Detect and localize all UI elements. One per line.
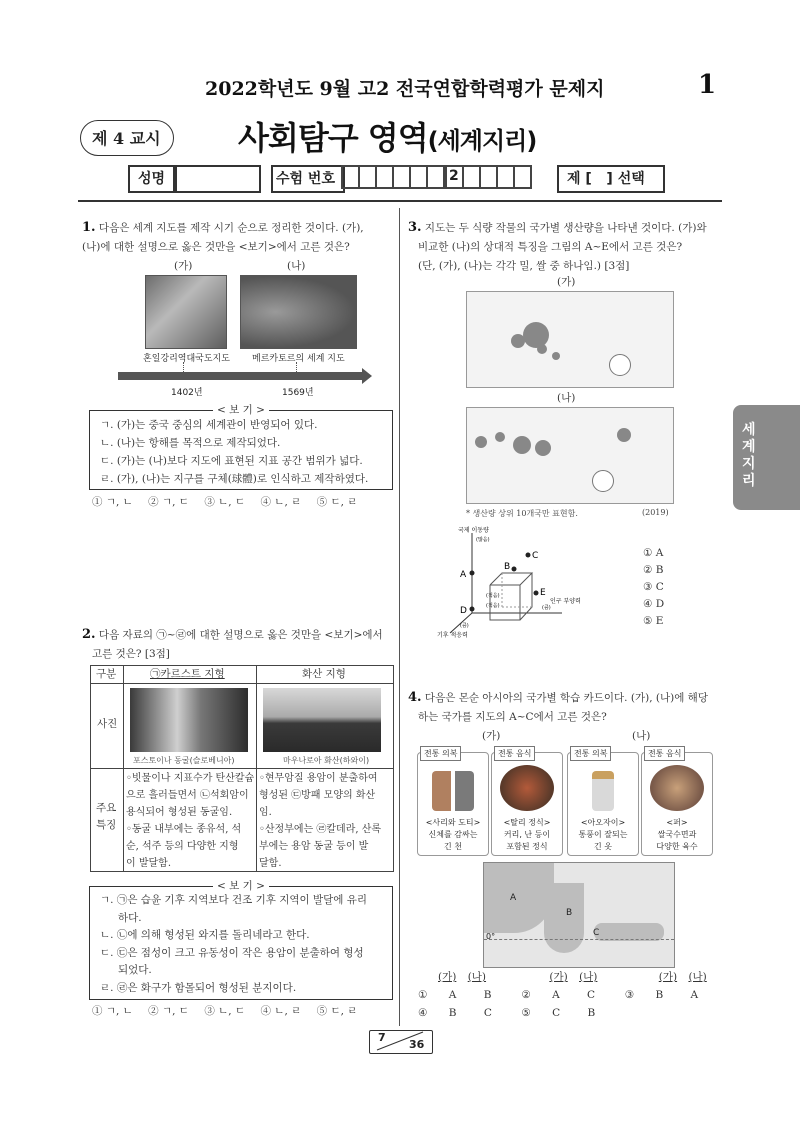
q4-card [491, 752, 563, 856]
q2-row-feature [96, 800, 116, 834]
q3-point-label: A [460, 570, 467, 580]
q4-answer-a: B [655, 989, 664, 1001]
q2-feature-line: 용식되어 형성된 동굴임. [126, 807, 233, 818]
q3-line2: 비교한 (나)의 상대적 특징을 그림의 A~E에서 고른 것은? [418, 241, 683, 253]
q4-head-na: (나) [467, 971, 487, 983]
q2-choice[interactable]: ④ ㄴ, ㄹ [260, 1005, 302, 1017]
q4-card-caption [568, 817, 638, 853]
q4-head-ga: (가) [438, 971, 457, 983]
q3-point-a [470, 571, 475, 576]
q3-map-na-bubble [617, 428, 631, 442]
q2-choice[interactable]: ① ㄱ, ㄴ [92, 1005, 133, 1017]
q2-bogi-list [100, 892, 367, 997]
name-label: 성명 [138, 171, 166, 187]
q1-map-ga-caption: 혼일강리역대국도지도 [143, 354, 230, 364]
subject-sub: (세계지리) [427, 127, 537, 155]
q4-answer-num: ③ [624, 989, 635, 1001]
q4-map-label: B [566, 908, 573, 918]
exam-no-label: 수험 번호 [276, 171, 335, 187]
q1-choice[interactable]: ④ ㄴ, ㄹ [260, 496, 302, 508]
q3-year: (2019) [642, 508, 669, 517]
q3-number: 3. [408, 220, 422, 235]
q1-bogi-item: ㄴ. (나)는 항해를 목적으로 제작되었다. [100, 437, 281, 449]
q4-answer-a: A [448, 989, 457, 1001]
q3-note: * 생산량 상위 10개국만 표현함. [466, 509, 578, 518]
q3-map-ga-legend [609, 354, 631, 376]
q4-head-ga: (가) [658, 971, 678, 983]
q1-choice[interactable]: ⑤ ㄷ, ㄹ [316, 496, 358, 508]
q3-map-ga-bubble [537, 344, 547, 354]
q2-feature-line: 부에는 용암 동굴 등이 발 [259, 841, 369, 852]
q4-map-lat: 0° [486, 932, 496, 941]
q2-row-feature-1: 주요 [96, 802, 117, 814]
q3-point-label: C [532, 551, 539, 561]
q4-card-caption-line: 다양한 육수 [656, 842, 698, 851]
q4-answer-num: ② [521, 989, 531, 1001]
q4-answer-b: A [690, 989, 699, 1001]
q3-axis-low: (적음) [486, 603, 500, 609]
q3-point-label: D [460, 606, 467, 616]
q4-asia-map [483, 862, 675, 968]
q2-table-hline2 [90, 768, 394, 769]
q4-answer-row [418, 986, 725, 1005]
q1-timeline-arrow [362, 368, 372, 384]
q3-choice[interactable]: ⑤ E [643, 615, 664, 627]
q4-answer-a: B [448, 1007, 457, 1019]
q1-map-ga-image [145, 275, 227, 349]
q4-head-ga: (가) [549, 971, 568, 983]
q4-answer-num: ① [418, 989, 428, 1001]
q2-volcano-photo [263, 688, 381, 752]
q2-bogi-item: ㄱ. ㉠은 습윤 기후 지역보다 건조 기후 지역이 발달에 유리 [100, 894, 368, 906]
q3-map-na-bubble [475, 436, 487, 448]
q3-map-na-bubble [495, 432, 505, 442]
q2-feature-line: 형성된 ㉢방패 모양의 화산 [259, 790, 376, 801]
q4-card-figure [650, 765, 704, 811]
q2-cave-photo [130, 688, 248, 752]
q3-line3: (단, (가), (나)는 각각 밀, 쌀 중 하나임.) [3점] [418, 260, 630, 272]
q2-bogi-item: ㄷ. ㉢은 점성이 크고 유동성이 작은 용암이 분출하여 형성 [100, 946, 364, 959]
q2-bogi-item: 되었다. [118, 964, 152, 976]
q3-cube-top [490, 573, 532, 585]
q3-axis-low: (적음) [486, 593, 500, 599]
q4-card-caption-line: <아오자이> [580, 818, 626, 827]
q3-axis-y-label: 국제 이동량 [458, 527, 489, 534]
q4-card [567, 752, 639, 856]
q2-karst-features [126, 770, 254, 872]
q2-feature-line: ◦빗물이나 지표수가 탄산칼슘 [126, 773, 255, 784]
q2-bogi-title: < 보 기 > [213, 877, 269, 896]
q4-answer-choice[interactable] [418, 1004, 518, 1023]
q4-card-caption-line: <퍼> [666, 818, 688, 827]
q4-answer-b: B [587, 1007, 596, 1019]
q4-card-figure [500, 765, 554, 811]
q1-tick-1569 [296, 362, 297, 374]
q2-feature-line: 순, 석주 등의 다양한 지형 [126, 841, 239, 852]
q2-feature-line: ◦동굴 내부에는 종유석, 석 [126, 824, 242, 835]
q1-timeline [118, 372, 364, 380]
q2-feature-line: 임. [259, 807, 272, 818]
q3-label-na: (나) [557, 392, 576, 404]
q4-line2: 하는 국가를 지도의 A~C에서 고른 것은? [418, 711, 607, 723]
q3-point-label: B [504, 562, 511, 572]
q3-map-na-bubble [513, 436, 531, 454]
q1-line2: (나)에 대한 설명으로 옳은 것만을 <보기>에서 고른 것은? [82, 241, 350, 253]
q4-card [417, 752, 489, 856]
page-number: 1 [698, 70, 717, 100]
q1-choices [92, 493, 369, 512]
side-tab-label: 세계지리 [742, 422, 756, 489]
q2-choice[interactable]: ② ㄱ, ㄷ [148, 1005, 189, 1017]
q3-map-ga-bubble [552, 352, 560, 360]
q4-answer-b: B [483, 989, 492, 1001]
q4-answer-choice[interactable] [625, 986, 725, 1005]
q4-answer-num: ⑤ [521, 1007, 531, 1019]
q3-map-na [466, 407, 674, 504]
q4-map-equator [484, 939, 674, 940]
q1-choice[interactable]: ③ ㄴ, ㄷ [204, 496, 246, 508]
q1-text [82, 218, 392, 257]
q3-choice[interactable]: ③ C [643, 581, 664, 593]
q4-map-label: A [510, 893, 517, 903]
q3-point-d [470, 607, 475, 612]
q3-cube-diagram [432, 525, 602, 640]
q4-card-caption-line: 통풍이 잘되는 [578, 830, 628, 839]
q3-map-na-bubble [535, 440, 551, 456]
q2-col2-head: 화산 지형 [302, 668, 346, 680]
q2-row-photo: 사진 [97, 718, 118, 730]
q3-point-b [512, 567, 517, 572]
q2-choice[interactable]: ③ ㄴ, ㄷ [204, 1005, 246, 1017]
q2-bogi-item: ㄴ. ㉡에 의해 형성된 와지를 돌리네라고 한다. [100, 929, 310, 941]
q2-feature-line: 이 발달함. [126, 858, 171, 869]
q4-card-figure [432, 771, 474, 811]
q4-card-tag: 전통 의복 [570, 746, 611, 761]
q3-map-na-legend [592, 470, 614, 492]
q2-text [82, 625, 392, 664]
q4-card-caption-line: <탈리 정식> [503, 818, 551, 827]
q1-tick-1402 [183, 362, 184, 374]
q3-axis-x-high: (큼) [542, 605, 551, 611]
subject-title [238, 113, 536, 159]
q4-card-caption-line: 신체를 감싸는 [428, 830, 478, 839]
q1-bogi-item: ㄹ. (가), (나)는 지구를 구체(球體)로 인식하고 제작하였다. [100, 473, 369, 485]
q3-axis-y-high: (많음) [476, 537, 490, 543]
q3-axis-z-high: (큼) [460, 623, 469, 629]
q4-card-tag: 전통 의복 [420, 746, 461, 761]
q1-map-na-caption: 메르카토르의 세계 지도 [252, 354, 345, 364]
subject-main: 사회탐구 영역 [238, 119, 428, 157]
q2-number: 2. [82, 627, 96, 642]
q2-col1-head: ㉠카르스트 지형 [150, 668, 225, 680]
q1-bogi-item: ㄷ. (가)는 (나)보다 지도에 표현된 지표 공간 범위가 넓다. [100, 455, 363, 467]
q4-card-caption-line: 포함된 정식 [506, 842, 548, 851]
q1-year-1402: 1402년 [171, 388, 203, 398]
exam-title: 2022학년도 9월 고2 전국연합학력평가 문제지 [205, 78, 605, 100]
q3-text [408, 218, 728, 276]
header-rule [78, 200, 722, 202]
q4-label-na: (나) [632, 730, 651, 742]
q2-choice[interactable]: ⑤ ㄷ, ㄹ [316, 1005, 358, 1017]
q3-map-ga-bubble [511, 334, 525, 348]
q4-answer-row [418, 1004, 621, 1023]
q3-choice[interactable]: ① A [643, 547, 664, 559]
q4-number: 4. [408, 690, 422, 705]
q4-map-land [544, 883, 584, 953]
q3-axis-z-label: 기후 적응력 [437, 632, 468, 639]
q4-card-caption [492, 817, 562, 853]
q2-bogi-item: 하다. [118, 911, 142, 924]
q4-line1: 다음은 몬순 아시아의 국가별 학습 카드이다. (가), (나)에 해당 [424, 692, 708, 704]
q2-volcano-caption: 마우나로아 화산(하와이) [283, 756, 370, 765]
q4-answer-num: ④ [418, 1007, 428, 1019]
q2-table-vline2 [256, 665, 257, 872]
q2-col-head: 구분 [96, 668, 117, 680]
q4-card-caption [642, 817, 712, 853]
q1-line1: 다음은 세계 지도를 제작 시기 순으로 정리한 것이다. (가), [98, 222, 364, 234]
q4-answer-choice[interactable] [521, 986, 621, 1005]
q2-feature-line: ◦현무암질 용암이 분출하여 [259, 773, 378, 784]
q1-map-na-image [240, 275, 357, 349]
q2-table-vline1 [123, 665, 124, 872]
q4-answer-a: A [552, 989, 560, 1001]
q4-map-label: C [593, 928, 600, 938]
q2-feature-line: ◦산정부에는 ㉣칼데라, 산록 [259, 824, 382, 835]
q4-card-caption-line: 쌀국수면과 [657, 830, 697, 839]
q3-map-ga [466, 291, 674, 388]
q2-bogi-item: ㄹ. ㉣은 화구가 함몰되어 형성된 분지이다. [100, 981, 297, 994]
q2-line2: 고른 것은? [3점] [92, 648, 170, 660]
q3-choice[interactable]: ② B [643, 564, 664, 576]
q3-choice[interactable]: ④ D [643, 598, 665, 610]
q4-card-caption-line: 긴 옷 [594, 842, 612, 851]
q3-point-label: E [540, 588, 546, 598]
page-footer-total: 36 [409, 1038, 425, 1051]
select-label: 제 [ ] 선택 [567, 171, 645, 187]
q3-point-c [526, 553, 531, 558]
q4-card-caption [418, 817, 488, 853]
q3-label-ga: (가) [557, 276, 576, 288]
q3-line1: 지도는 두 식량 작물의 국가별 생산량을 나타낸 것이다. (가)와 [424, 222, 707, 234]
q1-bogi-item: ㄱ. (가)는 중국 중심의 세계관이 반영되어 있다. [100, 419, 318, 431]
exam-no-digit: 2 [449, 168, 459, 184]
q1-number: 1. [82, 220, 96, 235]
q3-axis-x-label: 인구 부양력 [550, 598, 581, 605]
q4-card-caption-line: 긴 천 [444, 842, 462, 851]
q4-label-ga: (가) [482, 730, 501, 742]
q4-card-caption-line: 커리, 난 등이 [503, 830, 551, 839]
q4-answer-choice[interactable] [418, 986, 518, 1005]
q4-card-tag: 전통 음식 [644, 746, 685, 761]
q2-volcano-features [259, 770, 381, 872]
q3-point-e [534, 591, 539, 596]
q4-answer-choice[interactable] [521, 1004, 621, 1023]
q1-bogi-title: < 보 기 > [213, 401, 269, 420]
q2-table-hline1 [90, 683, 394, 684]
q2-feature-line: 달함. [259, 858, 282, 869]
q4-answer-head [438, 968, 707, 987]
q2-feature-line: 으로 흘러들면서 ㉡석회암이 [126, 790, 249, 801]
period-label: 제 4 교시 [92, 129, 161, 148]
q4-card-tag: 전통 음식 [494, 746, 535, 761]
q2-cave-caption: 포스토이나 동굴(슬로베니아) [133, 756, 235, 765]
q1-choice[interactable]: ① ㄱ, ㄴ [92, 496, 133, 508]
q2-choices [92, 1002, 369, 1021]
q1-label-na: (나) [287, 260, 306, 272]
q1-year-1569: 1569년 [282, 388, 314, 398]
q1-label-ga: (가) [174, 260, 193, 272]
q2-line1: 다음 자료의 ㉠~㉣에 대한 설명으로 옳은 것만을 <보기>에서 [98, 629, 383, 641]
q4-card [641, 752, 713, 856]
q2-row-feature-2: 특징 [96, 819, 117, 831]
q4-answer-a: C [552, 1007, 561, 1019]
page-footer-current: 7 [378, 1031, 386, 1044]
q3-choices [643, 545, 664, 630]
q4-head-na: (나) [688, 971, 707, 983]
q1-bogi-list [100, 416, 368, 488]
q4-text [408, 688, 728, 727]
q4-card-caption-line: <사리와 도티> [425, 818, 481, 827]
q4-card-figure [592, 771, 614, 811]
column-divider [399, 208, 400, 1026]
q4-answer-b: C [587, 989, 596, 1001]
q4-head-na: (나) [579, 971, 598, 983]
q1-choice[interactable]: ② ㄱ, ㄷ [148, 496, 189, 508]
q4-answer-b: C [483, 1007, 492, 1019]
name-field[interactable] [173, 165, 261, 193]
